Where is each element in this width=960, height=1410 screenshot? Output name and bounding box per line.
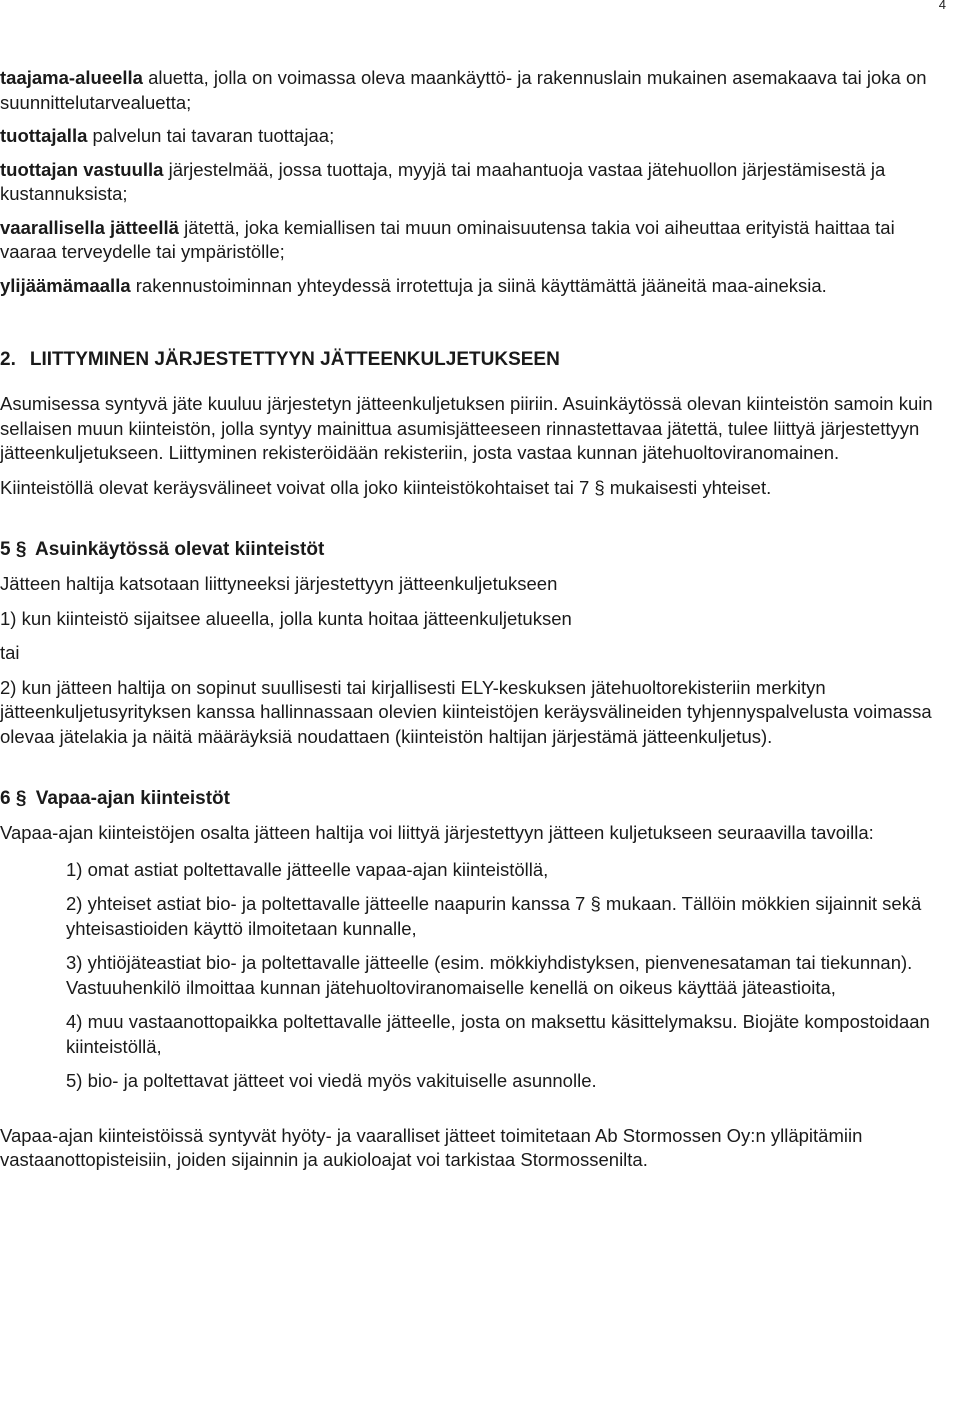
definition-text: rakennustoiminnan yhteydessä irrotettuja ja siinä käyttämättä jääneitä maa-aineksia. [130,274,827,296]
section-6-intro: Vapaa-ajan kiinteistöjen osalta jätteen haltija voi liittyä järjestettyyn jätteen kuljetukseen seuraavilla tavoilla: [0,822,874,843]
section-6-closing: Vapaa-ajan kiinteistöissä syntyvät hyöty- ja vaaralliset jätteet toimitetaan Ab Stormossen Oy:n ylläpitämiin vastaanottopisteisiin, joiden sijainnin ja aukioloajat voi tarkistaa Stormossenilta. [0,1124,863,1170]
definition-item [0,274,940,299]
definition-text: järjestelmää, jossa tuottaja, myyjä tai maahantuoja vastaa jätehuollon järjestämisestä ja kustannuksista; [0,158,886,204]
section-5-conjunction: tai [0,642,20,663]
definition-item [0,158,940,207]
definition-term: ylijäämämaalla [0,274,131,296]
definition-term: tuottajan vastuulla [0,158,164,180]
section-5-title: Asuinkäytössä olevat kiinteistöt [35,539,325,560]
list-item: 3) yhtiöjäteastiat bio- ja poltettavalle jätteelle (esim. mökkiyhdistyksen, pienvenesataman tai tiekunnan). Vastuuhenkilö ilmoittaa kunnan jätehuoltoviranomaiselle kenellä on oikeus käyttää jäteastioita, [66,952,913,998]
definition-text: aluetta, jolla on voimassa oleva maankäyttö- ja rakennuslain mukainen asemakaava tai joka on suunnittelutarvealuetta; [0,67,927,113]
section-2-paragraph: Asumisessa syntyvä jäte kuuluu järjestetyn jätteenkuljetuksen piiriin. Asuinkäytössä olevan kiinteistön samoin kuin sellaisen muun kiinteistön, jolla syntyy mainittua asumisjätteeseen rinnastettavaa jätettä, tulee liittyä järjestettyyn jätteenkuljetukseen. Liittyminen rekisteröidään rekisteriin, josta vastaa kunnan jätehuoltoviranomainen. [0,393,933,463]
section-5-heading [0,538,940,562]
section-5-number: 5 § [0,539,27,560]
definition-item [0,216,940,265]
definition-text: palvelun tai tavaran tuottajaa; [87,125,335,146]
section-2-paragraph: Kiinteistöllä olevat keräysvälineet voivat olla joko kiinteistökohtaiset tai 7 § mukaisesti yhteiset. [0,476,772,498]
definition-term: taajama-alueella [0,67,143,88]
section-6-heading [0,787,940,811]
definition-text: jätettä, joka kemiallisen tai muun ominaisuutensa takia voi aiheuttaa erityistä haittaa tai vaaraa terveydelle tai ympäristölle; [0,216,895,262]
page-number: 4 [938,0,946,12]
definition-term: tuottajalla [0,125,88,146]
section-6-number: 6 § [0,788,27,809]
definition-term: vaarallisella jätteellä [0,216,179,238]
section-2-title: LIITTYMINEN JÄRJESTETTYYN JÄTTEENKULJETUKSEEN [29,349,560,370]
section-2-heading [0,348,940,372]
list-item: 1) omat astiat poltettavalle jätteelle vapaa-ajan kiinteistöllä, [66,858,549,880]
section-5-item-1: 1) kun kiinteistö sijaitsee alueella, jolla kunta hoitaa jätteenkuljetuksen [0,607,572,629]
section-5-item-2: 2) kun jätteen haltija on sopinut suullisesti tai kirjallisesti ELY-keskuksen jätehuoltorekisteriin merkityn jätteenkuljetusyrityksen kanssa hallinnassaan olevien kiinteistöjen keräysvälineiden tyhjennyspalvelusta voimassa olevaa jätelakia ja näitä määräyksiä noudattaen (kiinteistön haltijan järjestämä jätteenkuljetus). [0,676,932,747]
list-item: 2) yhteiset astiat bio- ja poltettavalle jätteelle naapurin kanssa 7 § mukaan. Tällöin mökkien sijainnit sekä yhteisastioiden käyttö ilmoitetaan kunnalle, [66,893,922,939]
section-5-intro: Jätteen haltija katsotaan liittyneeksi järjestettyyn jätteenkuljetukseen [0,573,558,594]
section-2-number: 2. [0,349,16,370]
list-item: 5) bio- ja poltettavat jätteet voi viedä myös vakituiselle asunnolle. [66,1070,597,1091]
document-body [0,66,940,1173]
definition-item [0,66,940,115]
section-6-options-list [66,858,940,1094]
section-6-title: Vapaa-ajan kiinteistöt [35,788,230,809]
definition-item [0,124,940,149]
list-item: 4) muu vastaanottopaikka poltettavalle jätteelle, josta on maksettu käsittelymaksu. Biojäte kompostoidaan kiinteistöllä, [66,1011,930,1057]
definitions-list [0,66,940,298]
